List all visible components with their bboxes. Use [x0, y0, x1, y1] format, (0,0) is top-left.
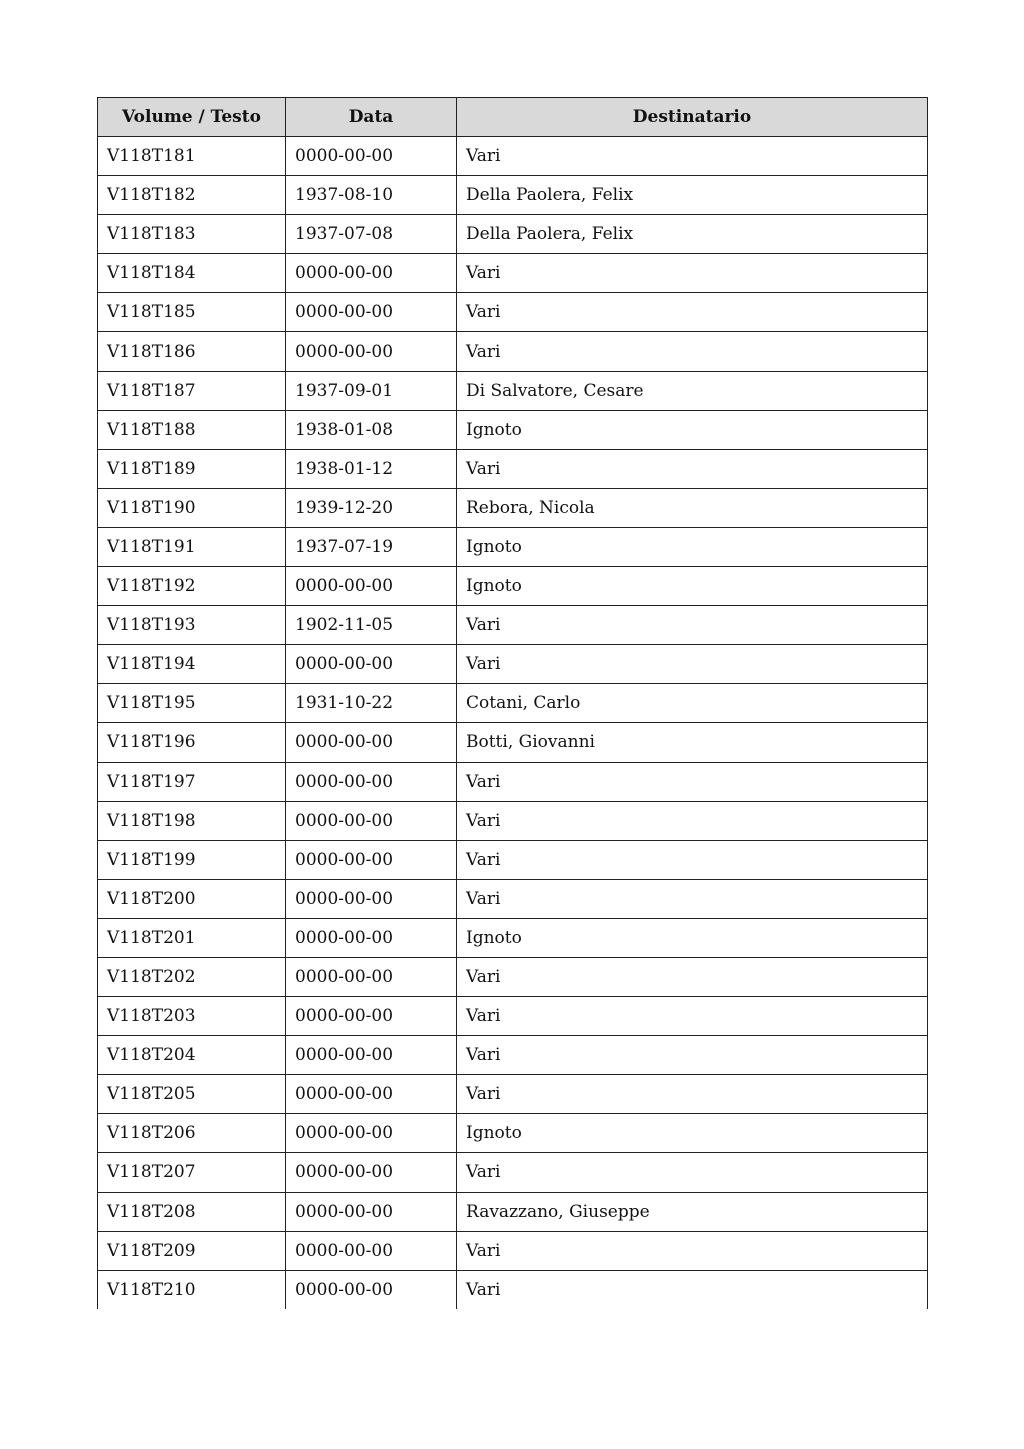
- table-row: [98, 840, 928, 879]
- cell-volume-testo: V118T198: [98, 801, 286, 840]
- cell-data: 1931-10-22: [286, 684, 457, 723]
- header-volume-testo: Volume / Testo: [98, 98, 286, 137]
- cell-destinatario: Vari: [457, 762, 928, 801]
- cell-data: 0000-00-00: [286, 1270, 457, 1309]
- cell-data: 1937-08-10: [286, 176, 457, 215]
- cell-destinatario: Ravazzano, Giuseppe: [457, 1192, 928, 1231]
- cell-volume-testo: V118T184: [98, 254, 286, 293]
- cell-volume-testo: V118T183: [98, 215, 286, 254]
- cell-data: 1902-11-05: [286, 606, 457, 645]
- table-row: [98, 801, 928, 840]
- header-data: Data: [286, 98, 457, 137]
- cell-volume-testo: V118T194: [98, 645, 286, 684]
- cell-destinatario: Vari: [457, 645, 928, 684]
- cell-volume-testo: V118T189: [98, 449, 286, 488]
- cell-destinatario: Vari: [457, 957, 928, 996]
- cell-destinatario: Della Paolera, Felix: [457, 176, 928, 215]
- cell-destinatario: Vari: [457, 840, 928, 879]
- table-row: [98, 1153, 928, 1192]
- cell-destinatario: Ignoto: [457, 1114, 928, 1153]
- cell-destinatario: Vari: [457, 449, 928, 488]
- cell-destinatario: Vari: [457, 137, 928, 176]
- cell-destinatario: Della Paolera, Felix: [457, 215, 928, 254]
- cell-data: 1937-09-01: [286, 371, 457, 410]
- cell-data: 0000-00-00: [286, 1114, 457, 1153]
- cell-volume-testo: V118T185: [98, 293, 286, 332]
- cell-data: 0000-00-00: [286, 840, 457, 879]
- cell-data: 0000-00-00: [286, 957, 457, 996]
- header-destinatario: Destinatario: [457, 98, 928, 137]
- records-table: [97, 97, 928, 1309]
- cell-volume-testo: V118T188: [98, 410, 286, 449]
- cell-destinatario: Ignoto: [457, 567, 928, 606]
- cell-volume-testo: V118T200: [98, 879, 286, 918]
- cell-data: 0000-00-00: [286, 801, 457, 840]
- cell-destinatario: Ignoto: [457, 918, 928, 957]
- table-row: [98, 1231, 928, 1270]
- cell-destinatario: Vari: [457, 879, 928, 918]
- table-row: [98, 1270, 928, 1309]
- cell-volume-testo: V118T196: [98, 723, 286, 762]
- header-row: [98, 98, 928, 137]
- table-row: [98, 371, 928, 410]
- cell-destinatario: Cotani, Carlo: [457, 684, 928, 723]
- table-row: [98, 215, 928, 254]
- cell-volume-testo: V118T208: [98, 1192, 286, 1231]
- table-row: [98, 1192, 928, 1231]
- cell-volume-testo: V118T203: [98, 997, 286, 1036]
- cell-data: 0000-00-00: [286, 762, 457, 801]
- table-row: [98, 1036, 928, 1075]
- cell-data: 0000-00-00: [286, 997, 457, 1036]
- table-row: [98, 176, 928, 215]
- table-row: [98, 449, 928, 488]
- cell-data: 1937-07-19: [286, 527, 457, 566]
- cell-volume-testo: V118T187: [98, 371, 286, 410]
- cell-data: 0000-00-00: [286, 137, 457, 176]
- cell-volume-testo: V118T182: [98, 176, 286, 215]
- cell-destinatario: Ignoto: [457, 527, 928, 566]
- cell-destinatario: Vari: [457, 606, 928, 645]
- cell-data: 0000-00-00: [286, 1192, 457, 1231]
- cell-data: 0000-00-00: [286, 645, 457, 684]
- cell-data: 0000-00-00: [286, 1036, 457, 1075]
- cell-data: 0000-00-00: [286, 1153, 457, 1192]
- cell-destinatario: Ignoto: [457, 410, 928, 449]
- cell-destinatario: Di Salvatore, Cesare: [457, 371, 928, 410]
- cell-data: 1939-12-20: [286, 488, 457, 527]
- table-row: [98, 918, 928, 957]
- cell-volume-testo: V118T207: [98, 1153, 286, 1192]
- cell-data: 1938-01-12: [286, 449, 457, 488]
- table-row: [98, 1075, 928, 1114]
- cell-destinatario: Vari: [457, 1270, 928, 1309]
- cell-volume-testo: V118T181: [98, 137, 286, 176]
- table-row: [98, 488, 928, 527]
- cell-data: 0000-00-00: [286, 1075, 457, 1114]
- cell-data: 0000-00-00: [286, 254, 457, 293]
- cell-data: 1938-01-08: [286, 410, 457, 449]
- table-row: [98, 254, 928, 293]
- table-header: [98, 98, 928, 137]
- cell-destinatario: Vari: [457, 293, 928, 332]
- table-row: [98, 645, 928, 684]
- cell-destinatario: Vari: [457, 254, 928, 293]
- cell-volume-testo: V118T191: [98, 527, 286, 566]
- table-row: [98, 684, 928, 723]
- cell-destinatario: Vari: [457, 1075, 928, 1114]
- cell-volume-testo: V118T205: [98, 1075, 286, 1114]
- cell-volume-testo: V118T193: [98, 606, 286, 645]
- cell-data: 0000-00-00: [286, 723, 457, 762]
- table-row: [98, 606, 928, 645]
- table-row: [98, 762, 928, 801]
- cell-volume-testo: V118T190: [98, 488, 286, 527]
- cell-volume-testo: V118T199: [98, 840, 286, 879]
- cell-destinatario: Rebora, Nicola: [457, 488, 928, 527]
- table-row: [98, 293, 928, 332]
- table-row: [98, 410, 928, 449]
- cell-destinatario: Vari: [457, 1153, 928, 1192]
- cell-volume-testo: V118T186: [98, 332, 286, 371]
- cell-volume-testo: V118T201: [98, 918, 286, 957]
- table-row: [98, 997, 928, 1036]
- table-body: [98, 137, 928, 1310]
- cell-data: 0000-00-00: [286, 293, 457, 332]
- cell-data: 0000-00-00: [286, 1231, 457, 1270]
- cell-data: 0000-00-00: [286, 332, 457, 371]
- cell-volume-testo: V118T204: [98, 1036, 286, 1075]
- cell-volume-testo: V118T202: [98, 957, 286, 996]
- table-row: [98, 332, 928, 371]
- cell-data: 1937-07-08: [286, 215, 457, 254]
- cell-volume-testo: V118T195: [98, 684, 286, 723]
- cell-destinatario: Botti, Giovanni: [457, 723, 928, 762]
- cell-data: 0000-00-00: [286, 567, 457, 606]
- cell-volume-testo: V118T209: [98, 1231, 286, 1270]
- cell-volume-testo: V118T197: [98, 762, 286, 801]
- cell-volume-testo: V118T210: [98, 1270, 286, 1309]
- table-row: [98, 527, 928, 566]
- table-row: [98, 1114, 928, 1153]
- cell-volume-testo: V118T206: [98, 1114, 286, 1153]
- table-row: [98, 879, 928, 918]
- cell-destinatario: Vari: [457, 1036, 928, 1075]
- cell-destinatario: Vari: [457, 332, 928, 371]
- cell-data: 0000-00-00: [286, 918, 457, 957]
- table-row: [98, 957, 928, 996]
- table-row: [98, 567, 928, 606]
- cell-data: 0000-00-00: [286, 879, 457, 918]
- table-row: [98, 137, 928, 176]
- cell-destinatario: Vari: [457, 1231, 928, 1270]
- cell-volume-testo: V118T192: [98, 567, 286, 606]
- cell-destinatario: Vari: [457, 997, 928, 1036]
- cell-destinatario: Vari: [457, 801, 928, 840]
- table-row: [98, 723, 928, 762]
